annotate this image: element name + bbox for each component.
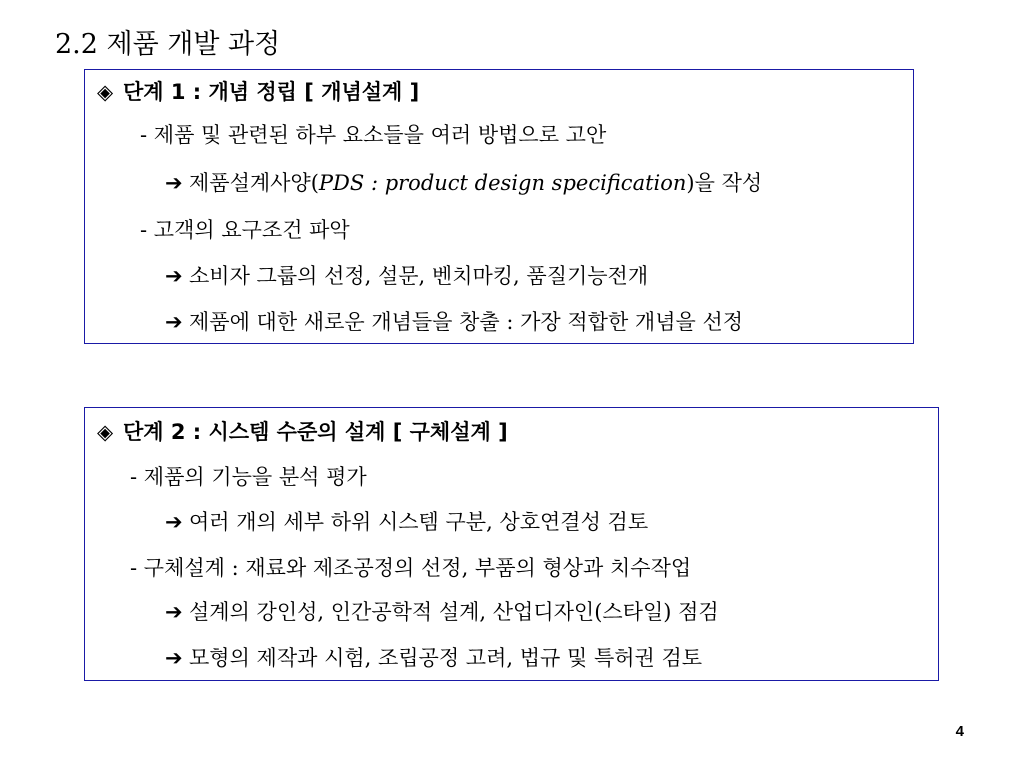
stage-1-item-2 — [165, 169, 762, 197]
page-number: 4 — [955, 723, 964, 740]
right-arrow-icon: ➔ — [165, 310, 183, 334]
stage-1-heading-text: 단계 1 : 개념 정립 [ 개념설계 ] — [123, 80, 420, 104]
stage-2-item-3 — [130, 554, 691, 582]
stage-2-item-1 — [130, 463, 367, 491]
diamond-bullet-icon: ◈ — [97, 420, 114, 444]
right-arrow-icon: ➔ — [165, 171, 183, 195]
stage-2-item-2 — [165, 508, 648, 536]
dash-bullet: - — [130, 465, 138, 489]
item-text: 제품에 대한 새로운 개념들을 창출 : 가장 적합한 개념을 선정 — [189, 310, 744, 334]
stage-1-item-3 — [140, 216, 350, 244]
stage-1-heading — [97, 78, 419, 106]
item-text-pre: 제품설계사양( — [189, 171, 319, 195]
item-text: 구체설계 : 재료와 제조공정의 선정, 부품의 형상과 치수작업 — [143, 556, 692, 580]
dash-bullet: - — [130, 556, 138, 580]
stage-2-heading — [97, 418, 508, 446]
item-text: 제품의 기능을 분석 평가 — [143, 465, 367, 489]
stage-2-box — [84, 407, 939, 681]
right-arrow-icon: ➔ — [165, 646, 183, 670]
stage-1-item-1 — [140, 121, 606, 149]
item-text-post: )을 작성 — [686, 171, 763, 195]
stage-2-item-5 — [165, 644, 702, 672]
stage-2-item-4 — [165, 598, 719, 626]
item-text-italic: PDS : product design specification — [318, 171, 687, 195]
stage-1-item-5 — [165, 308, 743, 336]
slide-title: 2.2 제품 개발 과정 — [55, 29, 281, 60]
right-arrow-icon: ➔ — [165, 600, 183, 624]
dash-bullet: - — [140, 123, 148, 147]
right-arrow-icon: ➔ — [165, 510, 183, 534]
item-text: 고객의 요구조건 파악 — [153, 218, 350, 242]
item-text: 소비자 그룹의 선정, 설문, 벤치마킹, 품질기능전개 — [189, 264, 649, 288]
right-arrow-icon: ➔ — [165, 264, 183, 288]
dash-bullet: - — [140, 218, 148, 242]
stage-2-heading-text: 단계 2 : 시스템 수준의 설계 [ 구체설계 ] — [123, 420, 508, 444]
stage-1-box — [84, 69, 914, 344]
item-text: 제품 및 관련된 하부 요소들을 여러 방법으로 고안 — [153, 123, 607, 147]
diamond-bullet-icon: ◈ — [97, 80, 114, 104]
stage-1-item-4 — [165, 262, 648, 290]
item-text: 모형의 제작과 시험, 조립공정 고려, 법규 및 특허권 검토 — [189, 646, 703, 670]
item-text: 여러 개의 세부 하위 시스템 구분, 상호연결성 검토 — [189, 510, 649, 534]
item-text: 설계의 강인성, 인간공학적 설계, 산업디자인(스타일) 점검 — [189, 600, 719, 624]
